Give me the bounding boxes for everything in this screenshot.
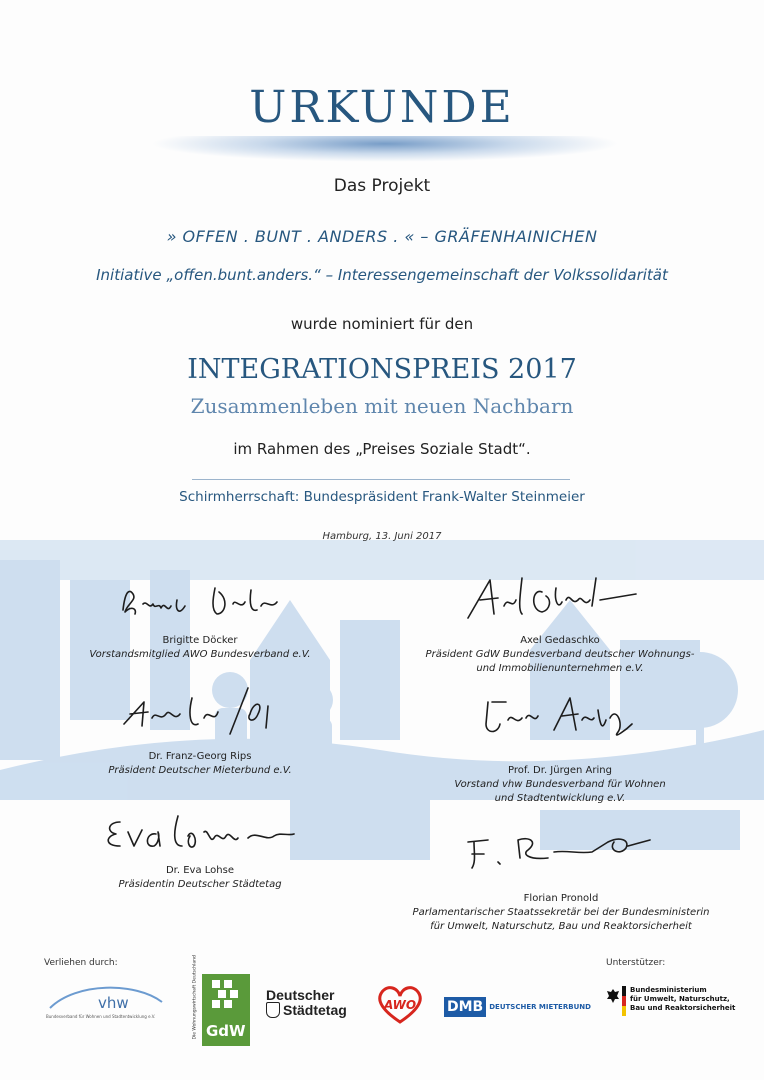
signatory-name: Prof. Dr. Jürgen Aring xyxy=(508,765,612,776)
awo-logo xyxy=(374,984,426,1028)
signatory-aring xyxy=(400,764,720,806)
gdw-house-icon xyxy=(202,974,250,1018)
certificate-title: URKUNDE xyxy=(249,82,515,133)
signatory-lohse xyxy=(40,864,360,892)
dmb-wordmark: DMB xyxy=(444,997,486,1017)
staedtetag-line2: Städtetag xyxy=(283,1002,347,1018)
gdw-vertical-text: Die Wohnungswirtschaft Deutschland xyxy=(192,955,198,1040)
staedtetag-logo xyxy=(266,988,358,1024)
ministry-line-1: Bundesministerium xyxy=(630,986,707,994)
prize-subtitle: Zusammenleben mit neuen Nachbarn xyxy=(190,394,574,418)
signatory-name: Brigitte Döcker xyxy=(162,635,238,646)
staedtetag-crest-icon xyxy=(266,1002,280,1018)
signature-franz-georg-rips xyxy=(118,684,288,744)
context-text: im Rahmen des „Preises Soziale Stadt“. xyxy=(233,440,531,458)
flag-stripe-red xyxy=(622,996,626,1006)
signatory-role-line-1: Präsident GdW Bundesverband deutscher Wohnungs- xyxy=(425,649,695,660)
signatory-name: Dr. Franz-Georg Rips xyxy=(148,751,252,762)
divider-line xyxy=(192,479,570,480)
signatory-name: Dr. Eva Lohse xyxy=(165,865,234,876)
signatory-pronold xyxy=(396,892,726,934)
signatory-role-line-2: und Immobilienunternehmen e.V. xyxy=(476,663,644,674)
gdw-green-block xyxy=(202,974,250,1046)
awarded-by-label: Verliehen durch: xyxy=(44,958,118,968)
gdw-logo xyxy=(188,955,252,1048)
signature-axel-gedaschko xyxy=(460,570,640,626)
signatory-role-line-2: und Stadtentwicklung e.V. xyxy=(494,793,626,804)
gdw-wordmark: GdW xyxy=(206,1022,246,1040)
dmb-text: DEUTSCHER MIETERBUND xyxy=(489,1003,591,1011)
dmb-logo xyxy=(444,996,594,1018)
signatory-role-line-1: Parlamentarischer Staatssekretär bei der Bundesministerin xyxy=(412,907,710,918)
nominated-text: wurde nominiert für den xyxy=(290,315,474,333)
vhw-wordmark: vhw xyxy=(98,994,129,1012)
vhw-logo xyxy=(46,980,166,1026)
signature-eva-lohse xyxy=(98,810,298,856)
initiative-text: Initiative „offen.bunt.anders.“ – Interessengemeinschaft der Volkssolidarität xyxy=(96,266,668,284)
signature-florian-pronold xyxy=(458,828,658,874)
prize-title: INTEGRATIONSPREIS 2017 xyxy=(187,354,577,385)
signatory-role: Vorstandsmitglied AWO Bundesverband e.V. xyxy=(89,649,311,660)
signatory-name: Florian Pronold xyxy=(523,893,599,904)
ministry-line-2: für Umwelt, Naturschutz, xyxy=(630,995,730,1003)
project-name: » OFFEN . BUNT . ANDERS . « – GRÄFENHAINICHEN xyxy=(166,227,598,246)
patronage-text: Schirmherrschaft: Bundespräsident Frank-Walter Steinmeier xyxy=(179,489,585,505)
signature-brigitte-doecker xyxy=(115,580,285,624)
ministry-line-3: Bau und Reaktorsicherheit xyxy=(630,1004,736,1012)
signatory-role-line-2: für Umwelt, Naturschutz, Bau und Reaktorsicherheit xyxy=(430,921,692,932)
signatory-role: Präsidentin Deutscher Städtetag xyxy=(118,879,282,890)
intro-text: Das Projekt xyxy=(333,176,431,196)
supported-by-label: Unterstützer: xyxy=(606,958,666,968)
ministry-logo xyxy=(606,986,746,1020)
signatory-role-line-1: Vorstand vhw Bundesverband für Wohnen xyxy=(454,779,666,790)
title-decorative-swoosh xyxy=(150,136,620,162)
signatory-name: Axel Gedaschko xyxy=(520,635,600,646)
signatory-role: Präsident Deutscher Mieterbund e.V. xyxy=(108,765,292,776)
flag-stripe-gold xyxy=(622,1006,626,1016)
vhw-tagline: Bundesverband für Wohnen und Stadtentwicklung e.V. xyxy=(46,1014,156,1019)
flag-stripe-black xyxy=(622,986,626,996)
signatory-rips xyxy=(40,750,360,778)
signature-juergen-aring xyxy=(478,690,638,746)
federal-eagle-icon xyxy=(606,988,620,1004)
place-date: Hamburg, 13. Juni 2017 xyxy=(322,531,442,542)
signatory-gedaschko xyxy=(400,634,720,676)
signatory-doecker xyxy=(40,634,360,662)
staedtetag-line1: Deutscher xyxy=(266,987,335,1003)
awo-wordmark: AWO xyxy=(384,998,417,1012)
